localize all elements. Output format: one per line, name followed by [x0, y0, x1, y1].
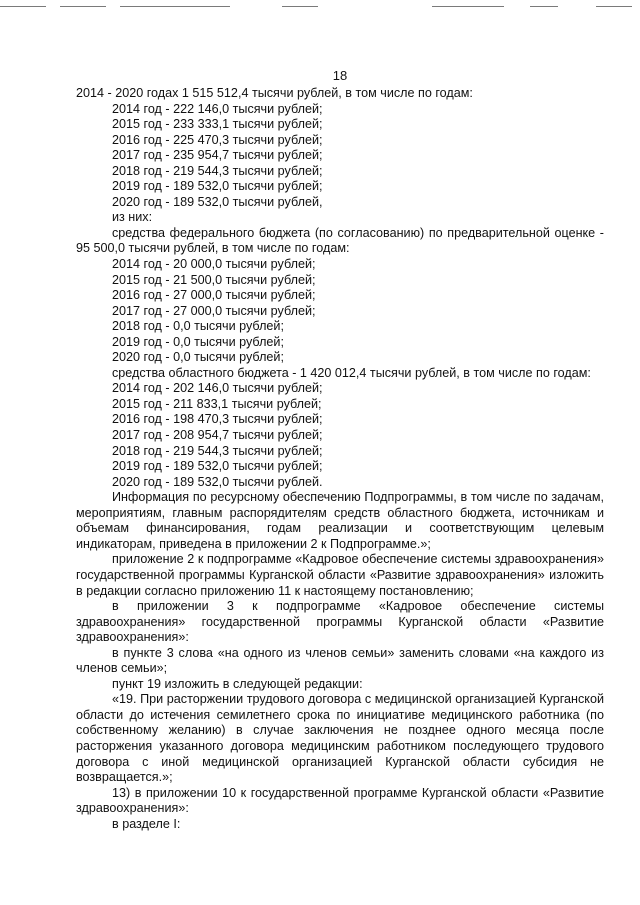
text-line: 2019 год - 189 532,0 тысячи рублей;: [112, 459, 323, 474]
text-line: 2015 год - 211 833,1 тысячи рублей;: [112, 396, 322, 411]
scan-artifact-top: [0, 6, 640, 12]
text-line: 2020 год - 189 532,0 тысячи рублей,: [112, 194, 323, 209]
text-line: из них:: [112, 210, 153, 225]
amendment-paragraphs: [76, 490, 604, 832]
federal-budget-paragraph: средства федерального бюджета (по согласованию) по предварительной оценке - 95 500,0 тысячи рублей, в том числе по годам:: [76, 225, 604, 256]
text-line: 2019 год - 189 532,0 тысячи рублей;: [112, 179, 323, 194]
text-line: 2014 год - 222 146,0 тысячи рублей;: [112, 101, 323, 116]
paragraph: пункт 19 изложить в следующей редакции:: [112, 676, 363, 691]
paragraph: в пункте 3 слова «на одного из членов семьи» заменить словами «на каждого из членов семьи»;: [76, 645, 604, 676]
text-line: 2017 год - 27 000,0 тысячи рублей;: [112, 303, 316, 318]
total-funding-lines: [76, 86, 604, 226]
text-line: 2018 год - 0,0 тысячи рублей;: [112, 319, 284, 334]
text-line: 2020 год - 0,0 тысячи рублей;: [112, 350, 284, 365]
text-line: 2015 год - 233 333,1 тысячи рублей;: [112, 117, 323, 132]
text-line: 2014 год - 202 146,0 тысячи рублей;: [112, 381, 323, 396]
paragraph: «19. При расторжении трудового договора с медицинской организацией Курганской области до истечения семилетнего срока по инициативе медицинского работника (по собственному желанию) в случае заключения не позднее одного месяца после расторжения указанного договора медицинским работником последующего трудового договора с иной медицинской организацией Курганской области субсидия не возвращается.»;: [76, 692, 604, 785]
text-line: 2016 год - 27 000,0 тысячи рублей;: [112, 288, 316, 303]
text-line: 2018 год - 219 544,3 тысячи рублей;: [112, 163, 323, 178]
text-line: 2019 год - 0,0 тысячи рублей;: [112, 334, 284, 349]
text-line: 2016 год - 198 470,3 тысячи рублей;: [112, 412, 323, 427]
text-line: 2020 год - 189 532,0 тысячи рублей.: [112, 474, 323, 489]
text-line: 2014 год - 20 000,0 тысячи рублей;: [112, 257, 316, 272]
paragraph: в приложении 3 к подпрограмме «Кадровое обеспечение системы здравоохранения» государственной программы Курганской области «Развитие здравоохранения»:: [76, 599, 604, 645]
paragraph: Информация по ресурсному обеспечению Подпрограммы, в том числе по задачам, мероприятиям, главным распорядителям средств областного бюджета, источникам и объемам финансирования, годам реализации и соответствующим целевым индикаторам, приведена в приложении 2 к Подпрограмме.»;: [76, 490, 604, 551]
paragraph: в разделе I:: [112, 816, 181, 831]
text-line: 2017 год - 208 954,7 тысячи рублей;: [112, 428, 323, 443]
text-line: 2018 год - 219 544,3 тысячи рублей;: [112, 443, 323, 458]
document-body: [76, 86, 604, 832]
text-line: средства областного бюджета - 1 420 012,4 тысячи рублей, в том числе по годам:: [112, 365, 591, 380]
paragraph: приложение 2 к подпрограмме «Кадровое обеспечение системы здравоохранения» государственной программы Курганской области «Развитие здравоохранения» изложить в редакции согласно приложению 11 к настоящему постановлению;: [76, 552, 604, 598]
text-line: 2017 год - 235 954,7 тысячи рублей;: [112, 148, 323, 163]
text-line: 2016 год - 225 470,3 тысячи рублей;: [112, 132, 323, 147]
page-number: 18: [332, 68, 348, 83]
text-line: 2014 - 2020 годах 1 515 512,4 тысячи рублей, в том числе по годам:: [76, 86, 473, 100]
budget-year-lines: [76, 257, 604, 490]
text-line: 2015 год - 21 500,0 тысячи рублей;: [112, 272, 316, 287]
paragraph: 13) в приложении 10 к государственной программе Курганской области «Развитие здравоохранения»:: [76, 785, 604, 816]
